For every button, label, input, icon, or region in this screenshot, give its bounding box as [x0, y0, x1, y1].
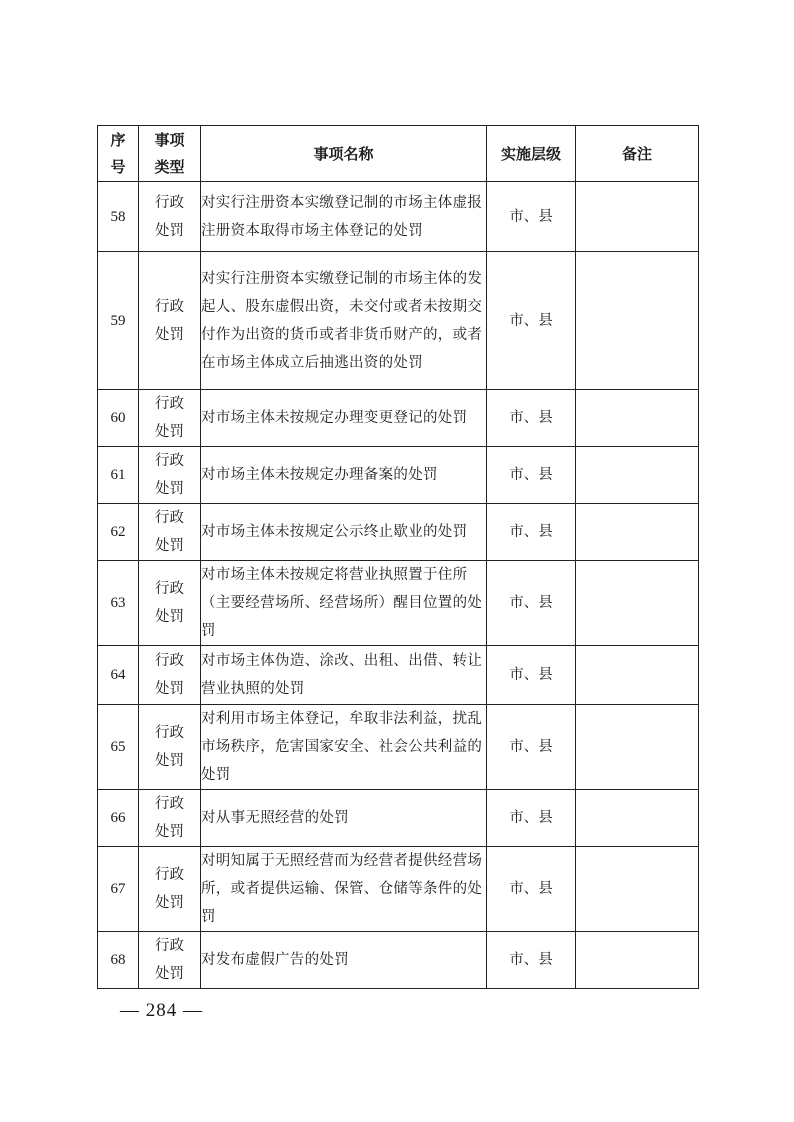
header-note: 备注: [576, 126, 699, 182]
table-row: [98, 182, 699, 252]
row-level: 市、县: [487, 182, 576, 252]
row-name: 对实行注册资本实缴登记制的市场主体虚报注册资本取得市场主体登记的处罚: [201, 182, 487, 252]
row-level: 市、县: [487, 447, 576, 504]
header-name: 事项名称: [201, 126, 487, 182]
row-level: 市、县: [487, 705, 576, 790]
table-row: [98, 252, 699, 390]
row-number: 61: [98, 447, 139, 504]
header-row: [98, 126, 699, 182]
row-type: 行政处罚: [139, 447, 201, 504]
row-level: 市、县: [487, 646, 576, 705]
row-name: 对实行注册资本实缴登记制的市场主体的发起人、股东虚假出资，未交付或者未按期交付作为出资的货币或者非货币财产的，或者在市场主体成立后抽逃出资的处罚: [201, 252, 487, 390]
header-no: 序号: [98, 126, 139, 182]
row-level: 市、县: [487, 847, 576, 932]
row-level: 市、县: [487, 561, 576, 646]
row-number: 65: [98, 705, 139, 790]
row-type: 行政处罚: [139, 504, 201, 561]
row-level: 市、县: [487, 390, 576, 447]
row-level: 市、县: [487, 252, 576, 390]
header-level: 实施层级: [487, 126, 576, 182]
row-type: 行政处罚: [139, 646, 201, 705]
row-type: 行政处罚: [139, 252, 201, 390]
row-note: [576, 447, 699, 504]
row-level: 市、县: [487, 790, 576, 847]
table-row: [98, 561, 699, 646]
header-type: 事项类型: [139, 126, 201, 182]
row-type: 行政处罚: [139, 790, 201, 847]
row-note: [576, 646, 699, 705]
row-number: 64: [98, 646, 139, 705]
row-note: [576, 504, 699, 561]
table-row: [98, 646, 699, 705]
row-name: 对市场主体未按规定办理备案的处罚: [201, 447, 487, 504]
row-note: [576, 561, 699, 646]
row-number: 63: [98, 561, 139, 646]
row-level: 市、县: [487, 932, 576, 989]
row-number: 62: [98, 504, 139, 561]
row-note: [576, 705, 699, 790]
row-type: 行政处罚: [139, 390, 201, 447]
row-number: 67: [98, 847, 139, 932]
row-name: 对从事无照经营的处罚: [201, 790, 487, 847]
row-note: [576, 847, 699, 932]
table-row: [98, 790, 699, 847]
items-table: [97, 125, 699, 989]
table-row: [98, 390, 699, 447]
row-type: 行政处罚: [139, 561, 201, 646]
row-number: 60: [98, 390, 139, 447]
row-name: 对利用市场主体登记，牟取非法利益，扰乱市场秩序，危害国家安全、社会公共利益的处罚: [201, 705, 487, 790]
table-row: [98, 932, 699, 989]
row-name: 对市场主体未按规定公示终止歇业的处罚: [201, 504, 487, 561]
row-type: 行政处罚: [139, 932, 201, 989]
row-name: 对市场主体未按规定将营业执照置于住所（主要经营场所、经营场所）醒目位置的处罚: [201, 561, 487, 646]
table-row: [98, 504, 699, 561]
row-type: 行政处罚: [139, 182, 201, 252]
row-type: 行政处罚: [139, 705, 201, 790]
row-name: 对市场主体未按规定办理变更登记的处罚: [201, 390, 487, 447]
table-row: [98, 705, 699, 790]
row-number: 68: [98, 932, 139, 989]
table-row: [98, 447, 699, 504]
row-name: 对发布虚假广告的处罚: [201, 932, 487, 989]
row-level: 市、县: [487, 504, 576, 561]
row-name: 对明知属于无照经营而为经营者提供经营场所，或者提供运输、保管、仓储等条件的处罚: [201, 847, 487, 932]
row-note: [576, 790, 699, 847]
row-number: 66: [98, 790, 139, 847]
row-name: 对市场主体伪造、涂改、出租、出借、转让营业执照的处罚: [201, 646, 487, 705]
row-number: 59: [98, 252, 139, 390]
page-number: — 284 —: [120, 1000, 203, 1021]
table-row: [98, 847, 699, 932]
row-number: 58: [98, 182, 139, 252]
row-note: [576, 932, 699, 989]
row-type: 行政处罚: [139, 847, 201, 932]
row-note: [576, 390, 699, 447]
row-note: [576, 252, 699, 390]
row-note: [576, 182, 699, 252]
